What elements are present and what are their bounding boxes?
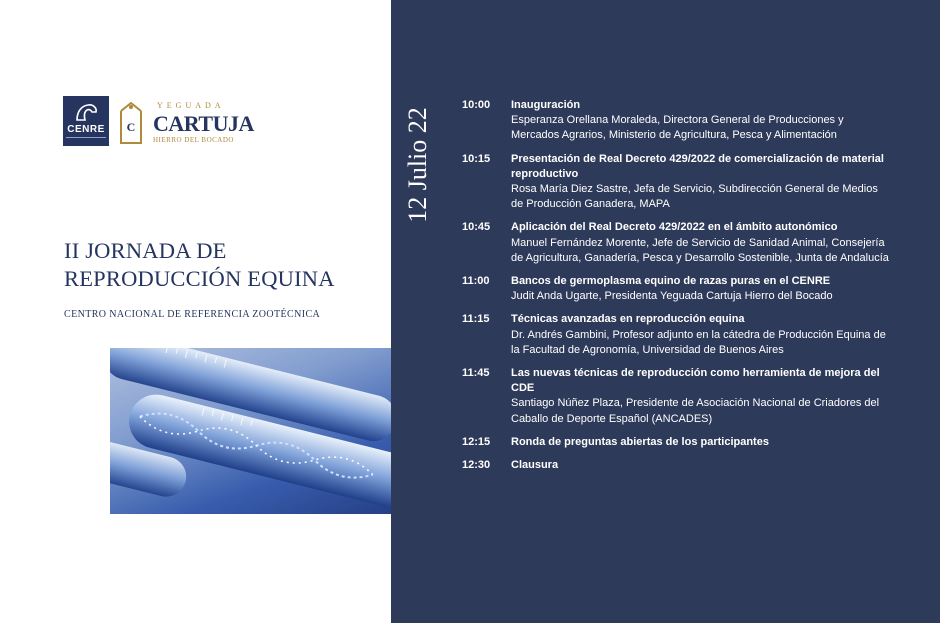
test-tubes-image bbox=[110, 348, 410, 514]
agenda-speaker: Manuel Fernández Morente, Jefe de Servicio de Sanidad Animal, Consejería de Agricultura, Ganadería, Pesca y Desarrollo Sostenible, Junta de Andalucía bbox=[511, 236, 889, 264]
agenda-time: 10:45 bbox=[462, 221, 491, 234]
agenda-list bbox=[462, 98, 932, 481]
agenda-time: 10:00 bbox=[462, 99, 491, 111]
cenre-logo bbox=[63, 96, 109, 146]
cenre-logo-text: CENRE bbox=[67, 124, 105, 135]
agenda-time: 11:00 bbox=[462, 275, 490, 288]
cenre-logo-underline bbox=[66, 137, 106, 143]
agenda-speaker: Esperanza Orellana Moraleda, Directora General de Producciones y Mercados Agrarios, Ministerio de Agricultura, Pesca y Alimentación bbox=[511, 114, 844, 142]
agenda-title: Técnicas avanzadas en reproducción equina bbox=[511, 313, 745, 326]
agenda-time: 12:30 bbox=[462, 459, 491, 472]
agenda-speaker: Dr. Andrés Gambini, Profesor adjunto en la cátedra de Producción Equina de la Facultad de Agronomía, Universidad de Buenos Aires bbox=[511, 328, 886, 356]
crest-icon bbox=[117, 99, 145, 147]
agenda-speaker: Rosa María Diez Sastre, Jefa de Servicio, Subdirección General de Medios de Producción Ganadera, MAPA bbox=[511, 183, 878, 211]
agenda-body bbox=[511, 435, 891, 450]
event-title bbox=[64, 237, 384, 293]
agenda-body bbox=[511, 152, 891, 213]
agenda-title: Aplicación del Real Decreto 429/2022 en el ámbito autonómico bbox=[511, 221, 838, 234]
agenda-title: Clausura bbox=[511, 459, 559, 472]
agenda-item bbox=[462, 366, 932, 427]
agenda-body bbox=[511, 274, 891, 304]
agenda-body bbox=[511, 458, 891, 473]
agenda-item bbox=[462, 458, 932, 473]
agenda-speaker: Santiago Núñez Plaza, Presidente de Asociación Nacional de Criadores del Caballo de Deporte Español (ANCADES) bbox=[511, 397, 880, 425]
agenda-time: 12:15 bbox=[462, 435, 491, 448]
agenda-body bbox=[511, 220, 891, 266]
agenda-body bbox=[511, 98, 891, 144]
agenda-time: 11:15 bbox=[462, 313, 490, 326]
cartuja-logo-name: CARTUJA bbox=[153, 111, 254, 136]
agenda-item bbox=[462, 312, 932, 358]
event-date-text: 12 Julio 22 bbox=[403, 107, 432, 223]
cartuja-logo bbox=[117, 99, 257, 149]
agenda-title: Las nuevas técnicas de reproducción como herramienta de mejora del CDE bbox=[511, 367, 880, 395]
agenda-item bbox=[462, 220, 932, 266]
agenda-item bbox=[462, 435, 932, 450]
agenda-item bbox=[462, 152, 932, 213]
agenda-title: Bancos de germoplasma equino de razas puras en el CENRE bbox=[511, 275, 831, 288]
event-title-line1: II JORNADA DE bbox=[64, 238, 227, 263]
cartuja-logo-top: YEGUADA bbox=[157, 101, 225, 110]
test-tubes-photo bbox=[110, 348, 410, 514]
agenda-speaker: Judit Anda Ugarte, Presidenta Yeguada Cartuja Hierro del Bocado bbox=[511, 290, 833, 303]
event-title-line2: REPRODUCCIÓN EQUINA bbox=[64, 266, 335, 291]
event-date bbox=[398, 95, 438, 235]
agenda-body bbox=[511, 312, 891, 358]
event-subtitle: CENTRO NACIONAL DE REFERENCIA ZOOTÉCNICA bbox=[64, 309, 321, 320]
agenda-time: 11:45 bbox=[462, 367, 490, 380]
agenda-title: Ronda de preguntas abiertas de los participantes bbox=[511, 435, 769, 448]
agenda-time: 10:15 bbox=[462, 152, 491, 165]
left-panel bbox=[0, 0, 391, 623]
horse-head-icon bbox=[73, 102, 99, 122]
agenda-item bbox=[462, 274, 932, 304]
agenda-title: Inauguración bbox=[511, 99, 581, 111]
svg-text:C: C bbox=[126, 120, 136, 134]
cartuja-logo-sub: HIERRO DEL BOCADO bbox=[153, 136, 234, 144]
agenda-body bbox=[511, 366, 891, 427]
agenda-title: Presentación de Real Decreto 429/2022 de comercialización de material reproductivo bbox=[511, 152, 884, 180]
agenda-item bbox=[462, 98, 932, 144]
